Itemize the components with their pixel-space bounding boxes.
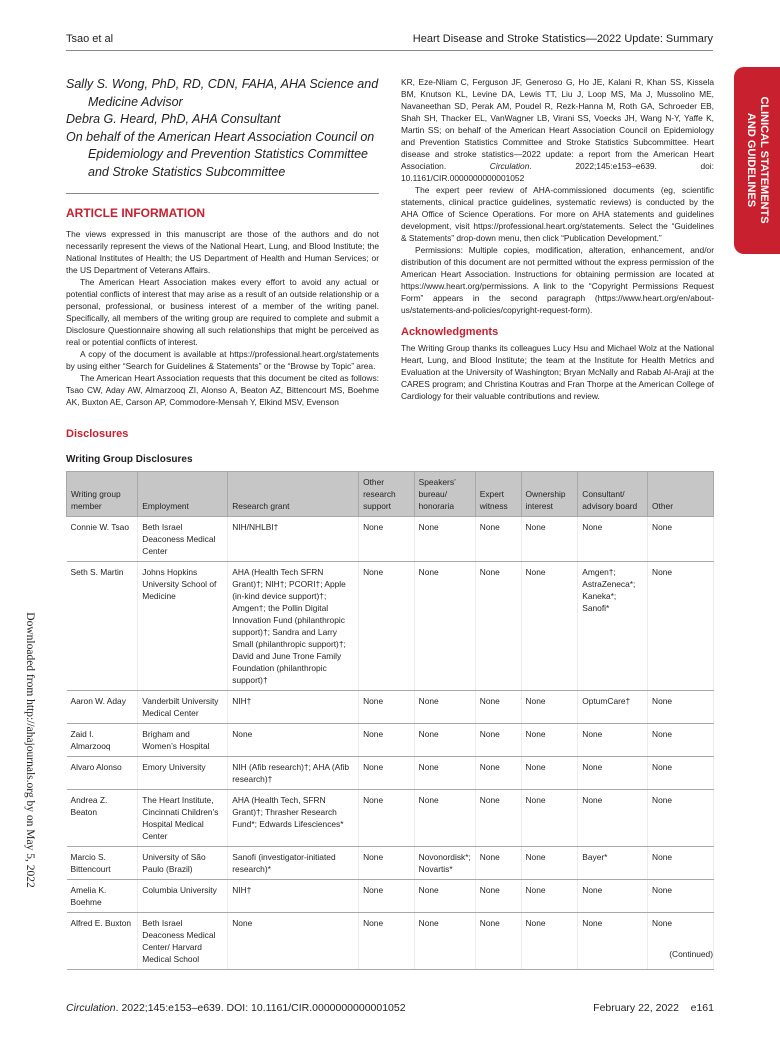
table-cell: Andrea Z. Beaton (67, 790, 138, 847)
table-cell: OptumCare† (578, 691, 648, 724)
section-rule (66, 193, 379, 194)
table-cell: None (521, 790, 578, 847)
table-cell: None (475, 880, 521, 913)
table-row (67, 724, 714, 757)
table-cell: None (359, 790, 415, 847)
side-tab-line-2: AND GUIDELINES (745, 112, 757, 208)
signature-line: Debra G. Heard, PhD, AHA Consultant (66, 112, 281, 126)
table-cell: None (475, 562, 521, 691)
permissions-paragraph: Permissions: Multiple copies, modification, alteration, enhancement, and/or distribution of this document are not permitted without the express permission of the American Heart Association. Instructions for obtaining permission are located at https://www.heart.org/permissions. A link to the “Copyright Permissions Request Form” appears in the second paragraph (https://www.heart.org/en/about-us/statements-and-policies/copyright-request-form). (401, 245, 714, 315)
running-header-authors: Tsao et al (66, 33, 114, 45)
left-column (66, 76, 379, 408)
table-cell: University of São Paulo (Brazil) (138, 847, 228, 880)
column-header: Research grant (228, 472, 359, 517)
table-cell: The Heart Institute, Cincinnati Children’s Hospital Medical Center (138, 790, 228, 847)
column-header: Speakers’ bureau/ honoraria (414, 472, 475, 517)
table-cell: None (521, 880, 578, 913)
signature-line: Sally S. Wong, PhD, RD, CDN, FAHA, AHA Science and Medicine Advisor (66, 77, 379, 109)
table-cell: None (475, 913, 521, 970)
footer-date-page: February 22, 2022 e161 (593, 1002, 714, 1014)
column-header: Other (648, 472, 714, 517)
table-row (67, 691, 714, 724)
acknowledgments-text: The Writing Group thanks its colleagues Lucy Hsu and Michael Wolz at the National Heart, Lung, and Blood Institute; the team at the Institute for Health Metrics and Evaluation at the University of Washington; Bryan McNally and Rabab Al-Araji at the CARES program; and Christina Koutras and Fran Thorpe at the American College of Cardiology for their valuable contributions and review. (401, 343, 714, 401)
table-cell: None (521, 757, 578, 790)
table-cell: None (648, 562, 714, 691)
table-cell: Aaron W. Aday (67, 691, 138, 724)
table-cell: None (475, 790, 521, 847)
table-cell: None (648, 847, 714, 880)
table-cell: Beth Israel Deaconess Medical Center/ Harvard Medical School (138, 913, 228, 970)
disclosures-heading: Disclosures (66, 428, 129, 440)
table-row (67, 757, 714, 790)
side-tab-label (744, 96, 770, 223)
table-cell: None (578, 517, 648, 562)
table-cell: None (578, 757, 648, 790)
table-cell: None (521, 724, 578, 757)
table-cell: AHA (Health Tech SFRN Grant)†; NIH†; PCORI†; Apple (in-kind device support)†; Amgen†; the Pollin Digital Innovation Fund (philanthropic support)†; Sandra and Larry Small (philanthropic support)†; David and June Trone Family Foundation (philanthropic support)† (228, 562, 359, 691)
footer-journal: Circulation (66, 1002, 116, 1014)
writing-group-disclosures-title: Writing Group Disclosures (66, 454, 193, 465)
table-cell: None (359, 847, 415, 880)
table-cell: None (521, 913, 578, 970)
table-cell: NIH† (228, 691, 359, 724)
table-cell: None (475, 691, 521, 724)
signature-block (66, 76, 379, 181)
table-cell: None (475, 847, 521, 880)
peer-review-paragraph: The expert peer review of AHA-commissioned documents (eg, scientific statements, clinical practice guidelines, systematic reviews) is conducted by the AHA Office of Science Operations. For more on AHA statements and guidelines development, visit https://professional.heart.org/statements. Select the “Guidelines & Statements” drop-down menu, then click “Publication Development.” (401, 185, 714, 243)
table-cell: None (359, 691, 415, 724)
footer-citation-details: . 2022;145:e153–e639. DOI: 10.1161/CIR.0000000000001052 (115, 1002, 406, 1014)
citation-journal: Circulation (489, 161, 530, 171)
citation-text: KR, Eze-Nliam C, Ferguson JF, Generoso G, Ho JE, Kalani R, Khan SS, Kissela BM, Knutson KL, Levine DA, Lewis TT, Liu J, Loop MS, Ma J, Mussolino ME, Navaneethan SD, Perak AM, Poudel R, Rezk-Hanna M, Roth GA, Schroeder EB, Shah SH, Thacker EL, VanWagner LB, Virani SS, Voecks JH, Wang N-Y, Yaffe K, Martin SS; on behalf of the American Heart Association Council on Epidemiology and Prevention Statistics Committee and Stroke Statistics Subcommittee. Heart disease and stroke statistics—2022 update: a report from the American Heart Association. (401, 77, 714, 171)
table-cell: None (359, 880, 415, 913)
table-cell: None (414, 517, 475, 562)
signature-line: On behalf of the American Heart Association Council on Epidemiology and Prevention Statistics Committee and Stroke Statistics Subcommittee (66, 129, 375, 179)
table-cell: AHA (Health Tech, SFRN Grant)†; Thrasher Research Fund*; Edwards Lifesciences* (228, 790, 359, 847)
column-header: Consultant/ advisory board (578, 472, 648, 517)
table-cell: None (648, 691, 714, 724)
table-cell: Seth S. Martin (67, 562, 138, 691)
article-info-paragraph: A copy of the document is available at https://professional.heart.org/statements by using either “Search for Guidelines & Statements” or the “Browse by Topic” area. (66, 349, 379, 371)
table-cell: None (578, 880, 648, 913)
table-header-row (67, 472, 714, 517)
disclosures-table (66, 471, 714, 970)
table-cell: None (648, 517, 714, 562)
side-tab-line-1: CLINICAL STATEMENTS (758, 96, 770, 224)
table-cell: Sanofi (investigator-initiated research)* (228, 847, 359, 880)
table-cell: None (414, 562, 475, 691)
table-cell: None (578, 724, 648, 757)
table-cell: None (475, 757, 521, 790)
continued-label: (Continued) (669, 949, 713, 959)
acknowledgments-heading: Acknowledgments (401, 326, 499, 338)
table-cell: None (359, 757, 415, 790)
table-row (67, 880, 714, 913)
table-cell: Brigham and Women’s Hospital (138, 724, 228, 757)
article-info-paragraph: The American Heart Association makes every effort to avoid any actual or potential conflicts of interest that may arise as a result of an outside relationship or a personal, professional, or business interest of a member of the writing panel. Specifically, all members of the writing group are required to complete and submit a Disclosure Questionnaire showing all such relationships that might be perceived as real or potential conflicts of interest. (66, 277, 379, 347)
table-row (67, 847, 714, 880)
table-row (67, 517, 714, 562)
article-information-heading: ARTICLE INFORMATION (66, 206, 206, 220)
table-cell: None (521, 562, 578, 691)
table-cell: Zaid I. Almarzooq (67, 724, 138, 757)
table-cell: Amgen†; AstraZeneca*; Kaneka*; Sanofi* (578, 562, 648, 691)
column-header: Other research support (359, 472, 415, 517)
table-cell: None (578, 913, 648, 970)
table-cell: NIH† (228, 880, 359, 913)
table-cell: None (414, 790, 475, 847)
column-header: Expert witness (475, 472, 521, 517)
table-row (67, 790, 714, 847)
column-header: Writing group member (67, 472, 138, 517)
table-cell: None (521, 691, 578, 724)
table-cell: None (578, 790, 648, 847)
table-cell: None (648, 913, 714, 970)
table-cell: None (359, 913, 415, 970)
table-cell: NIH (Afib research)†; AHA (Afib research)† (228, 757, 359, 790)
table-cell: NIH/NHLBI† (228, 517, 359, 562)
table-cell: None (521, 847, 578, 880)
table-cell: Connie W. Tsao (67, 517, 138, 562)
table-cell: Amelia K. Boehme (67, 880, 138, 913)
table-cell: Columbia University (138, 880, 228, 913)
running-header-title: Heart Disease and Stroke Statistics—2022 Update: Summary (412, 33, 713, 45)
right-column (401, 76, 714, 402)
download-watermark: Downloaded from http://ahajournals.org by on May 5, 2022 (24, 612, 36, 888)
table-cell: None (648, 724, 714, 757)
table-cell: None (414, 913, 475, 970)
table-cell: Vanderbilt University Medical Center (138, 691, 228, 724)
table-cell: None (475, 724, 521, 757)
column-header: Ownership interest (521, 472, 578, 517)
table-cell: Marcio S. Bittencourt (67, 847, 138, 880)
citation-continued (401, 76, 714, 184)
table-cell: Bayer* (578, 847, 648, 880)
table-cell: None (414, 724, 475, 757)
table-row (67, 562, 714, 691)
table-cell: Alfred E. Buxton (67, 913, 138, 970)
table-cell: Novonordisk*; Novartis* (414, 847, 475, 880)
header-rule (66, 50, 713, 51)
table-cell: None (228, 724, 359, 757)
table-cell: None (359, 724, 415, 757)
table-cell: Alvaro Alonso (67, 757, 138, 790)
table-cell: None (475, 517, 521, 562)
table-cell: None (359, 562, 415, 691)
article-info-paragraph: The views expressed in this manuscript are those of the authors and do not necessarily represent the views of the National Heart, Lung, and Blood Institute; the National Institutes of Health; the US Department of Health and Human Services; or the US Department of Veterans Affairs. (66, 229, 379, 275)
table-cell: None (414, 757, 475, 790)
table-cell: None (414, 880, 475, 913)
clinical-statements-tab (734, 67, 780, 254)
table-cell: None (648, 757, 714, 790)
footer-citation (66, 1002, 406, 1014)
table-cell: Beth Israel Deaconess Medical Center (138, 517, 228, 562)
table-row (67, 913, 714, 970)
table-cell: Johns Hopkins University School of Medicine (138, 562, 228, 691)
table-cell: None (414, 691, 475, 724)
article-info-paragraph: The American Heart Association requests that this document be cited as follows: Tsao CW, Aday AW, Almarzooq ZI, Alonso A, Beaton AZ, Bittencourt MS, Boehme AK, Buxton AE, Carson AP, Commodore-Mensah Y, Elkind MSV, Evenson (66, 373, 379, 407)
table-cell: None (228, 913, 359, 970)
citation-details: . 2022;145:e153–e639. doi: 10.1161/CIR.0000000000001052 (401, 161, 714, 183)
table-cell: None (648, 790, 714, 847)
table-cell: Emory University (138, 757, 228, 790)
column-header: Employment (138, 472, 228, 517)
table-cell: None (359, 517, 415, 562)
table-cell: None (648, 880, 714, 913)
table-cell: None (521, 517, 578, 562)
